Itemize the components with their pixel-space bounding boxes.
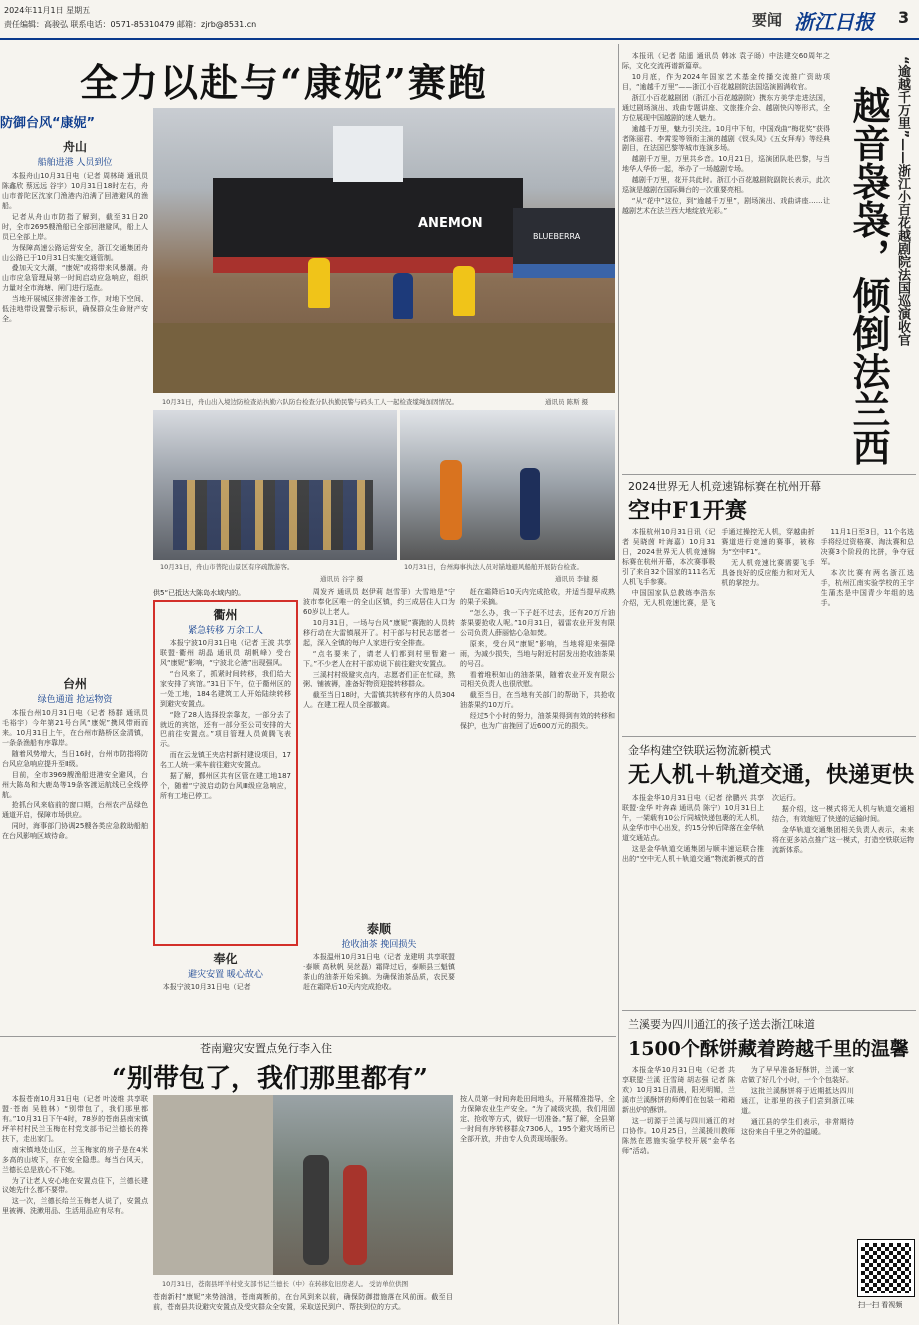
quzhou-p4: 据了解，鄞州区共有区管在建工地187个，随着“宁波启动防台风Ⅲ级应急响应，所有工地已停工。 (160, 772, 291, 801)
col3-p2: “怎么办，我一下子赶不过去，还有20万斤油茶果要抢收人呢。”10月31日，福雷农业开发有限公司负责人薛丽惦心急如焚。 (460, 608, 615, 637)
yueju-p1: 10月底，作为2024年国家艺术基金传播交流推广资助项目，“逾越千万里”——浙江小百花越剧院法国巡演圆满收官。 (622, 72, 830, 91)
lanxi-kicker: 兰溪要为四川通江的孩子送去浙江味道 (628, 1018, 815, 1031)
main-photo-credit: 通讯员 陈斯 摄 (545, 398, 589, 406)
yueju-p4: 越剧千万里，万里共乡音。10月21日，巡演团队赴巴黎，与当地华人华侨一起，举办了一场越剧专场。 (622, 155, 830, 174)
zhoushan-article (2, 134, 148, 664)
zhoushan-p2: 为保障高速公路运营安全，浙江交通集团舟山公路已于10月31日实施交通管制。 (2, 243, 148, 262)
quzhou-dateline: 本报宁波10月31日电（记者 王波 共享联盟·衢州 胡晶 通讯员 胡帆峰）受台风“康妮”影响，“宁波北仑港”出现强风。 (160, 639, 291, 667)
photo3-credit: 通讯员 李健 摄 (555, 575, 599, 583)
taizhou-p1: 随着风势增大，当日16时，台州市防指将防台风应急响应提升至Ⅱ级。 (2, 749, 148, 768)
worker-figure (308, 258, 330, 308)
col3-text (460, 588, 615, 1028)
quzhou-place: 衢州 (213, 608, 238, 622)
taizhou-p3: 抢抓台风来临前的窗口期，台州农产品绿色通道开启，保障市场供应。 (2, 801, 148, 820)
person-figure (343, 1165, 367, 1265)
divider-horizontal (622, 474, 916, 475)
lanxi-p1: 这一切源于兰溪与四川通江的对口协作。10月25日，兰溪援川教师陈然在恩施实验学校开展“金华名师”活动。 (622, 1116, 735, 1155)
taizhou-sub: 绿色通道 抢运物资 (37, 695, 113, 705)
taishun-place: 泰顺 (366, 922, 391, 936)
photo2-credit: 通讯员 谷宇 摄 (320, 575, 364, 583)
drone-p4: 本次比赛有两名浙江选手，杭州江南实验学校的王宇生蒲杰是中国青少年组的选手。 (820, 568, 914, 607)
fenghua-article (153, 950, 298, 1030)
fenghua-sub: 避灾安置 暖心故心 (188, 970, 263, 980)
ship-name-text: ANEMON (418, 216, 483, 231)
jinhua-kicker: 金华构建空铁联运物流新模式 (628, 744, 771, 757)
jinhua-p3: 金华轨道交通集团相关负责人表示，未来将在更多站点推广这一模式，打造空铁联运物流新体系。 (772, 825, 914, 854)
drone-p3: 11月1日至3日，11个名选手将经过资格赛、淘汰赛和总决赛3个阶段的比拼，争夺冠军。 (820, 528, 914, 566)
person-figure (303, 1155, 329, 1265)
divider-horizontal (0, 1036, 616, 1037)
jinhua-title: 无人机＋轨道交通，快递更快 (628, 762, 915, 788)
section-label: 要闻 (752, 11, 783, 29)
yueju-p6: “从“花中”这位，到“逾越千万里”，剧场演出、戏曲讲座……让越剧艺术在法兰西大地绽放光彩。” (622, 197, 830, 216)
zhoushan-p3: 叠加天文大潮，“康妮”或将带来风暴潮。舟山市应急管理局第一时间启动应急响应，组织力量对全市海塘、闸门进行巡查。 (2, 264, 148, 293)
jinhua-p2: 据介绍，这一模式将无人机与轨道交通相结合，有效缩短了快递的运输时间。 (772, 804, 914, 823)
col2-p1: 周发齐 通讯员 赵伊莉 赵雪菲）大雪地是“宁波市奉化区唯一的全山区镇，约三成居住人口为60岁以上老人。 (303, 588, 455, 616)
quzhou-p2: “除了28人选择投亲靠友，一部分去了就近的宾馆，还有一部分至公司安排的大巴前往安置点。”项目管理人员黄腾飞表示。 (160, 710, 291, 749)
cangnan-title: “别带包了，我们那里都有” (112, 1064, 428, 1094)
ship2 (513, 208, 615, 278)
drone-kicker: 2024世界无人机竞速锦标赛在杭州开幕 (628, 480, 821, 493)
yueju-p2: 浙江小百花越剧团（浙江小百花越剧院）携东方美学走进法国，通过剧场演出、戏曲专题讲座、文旅推介会、越剧快闪等形式，全方位展现中国越剧的迷人魅力。 (622, 93, 830, 122)
taizhou-place: 台州 (62, 677, 87, 691)
col3-p4: 看着堆积如山的油茶果，随着农业开发有限公司相关负责人也很欣慰。 (460, 670, 615, 689)
main-photo (153, 108, 615, 393)
cangnan-photo (153, 1095, 453, 1275)
main-photo-caption: 10月31日，舟山出入境边防检查站执勤六队防台检查分队执勤民警与码头工人一起检查缆绳加固情况。 (162, 398, 459, 406)
worker-figure (393, 273, 413, 319)
col3-p1: 赶在霜降后10天内完成抢收，并适当提早成熟的果子采摘。 (460, 588, 615, 606)
house-wall (153, 1095, 273, 1275)
jinhua-p1: 这是金华轨道交通集团与顺丰速运联合推出的“空中无人机＋轨道交通”物流新模式的首次运行。 (622, 794, 800, 863)
paper-logo: 浙江日报 (794, 10, 874, 34)
cangnan-photo-caption: 10月31日，苍南县坪羊村党支部书记兰德长（中）在转移危旧房老人。 受访单位供图 (162, 1280, 409, 1288)
masthead-date: 2024年11月1日 星期五 (4, 6, 91, 15)
jinhua-dateline: 本报金华10月31日电（记者 徐鹏兴 共享联盟·金华 叶奔森 通讯员 陈宁）10月31日上午，一架载有10公斤同城快递包裹的无人机，从金华市中心出发，约15分钟后降落在金华轨道交通站点。 (622, 794, 764, 842)
jinhua-article (622, 794, 914, 1004)
ship-bridge (333, 126, 403, 182)
divider-horizontal (622, 1010, 916, 1011)
col2-p5: 截至当日18时，大雷镇共转移有序的人员304人。在建工程人员全部撤离。 (303, 691, 455, 710)
col3-p6: 经过5个小时的努力，油茶果得到有效的转移和保护，也为广亩挽回了近600万元的损失。 (460, 712, 615, 731)
cangnan-p3: 这一次，兰德长给兰玉梅老人说了，安置点里被褥、洗漱用品、生活用品应有尽有。 (2, 1197, 148, 1216)
drone-p2: 无人机竞速比赛需要飞手具备良好的反应能力和对无人机的掌控力。 (721, 558, 815, 587)
zhoushan-dateline: 本报舟山10月31日电（记者 周林琦 通讯员 陈鑫欣 蔡远远 谷宇）10月31日18时左右，舟山市普陀区沈家门渔港内泊满了回港避风的渔船。 (2, 172, 148, 210)
photo3-caption: 10月31日，台州海事执法人员对锚地避风船舶开展防台检查。 (404, 563, 584, 571)
drone-title: 空中F1开赛 (628, 498, 747, 524)
ship2-name-text: BLUEBERRA (533, 232, 581, 241)
dock-surface (153, 323, 615, 393)
quzhou-sub: 紧急转移 万余工人 (188, 626, 263, 636)
cangnan-col3: 按人员第一时间奔赴田间地头，开展精准指导，全力保障农业生产安全。“为了减级灾损，我们用固定、抢收等方式，做好一切准备。”据了解，全县第一时间有序转移群众7306人，195个避灾场所已全部开放，并由专人负责现场服务。 (460, 1095, 615, 1143)
cangnan-p2: 为了让老人安心地在安置点住下，兰德长建议她先什么都不要带。 (2, 1176, 148, 1195)
cangnan-dateline: 本报苍南10月31日电（记者 叶凌维 共享联盟·苍南 吴胜林）“别带包了，我们那里都有。”10月31日下午4时，78岁的苍南县南宋镇坪羊村村民兰玉梅在村党支部书记兰德长的搀扶下，走出家门。 (2, 1095, 148, 1143)
cangnan-p1: 南宋镇地处山区，兰玉梅家的房子是在4米多高的山坡下，存在安全隐患。每当台风天，兰德长总是放心不下她。 (2, 1145, 148, 1174)
zhoushan-p4: 当地开展城区排涝准备工作，对地下空间、低洼地带设置警示标识，确保群众生命财产安全。 (2, 295, 148, 324)
drone-article (622, 528, 914, 728)
quzhou-p3: 而在云龙镇王夹店村新村建设项目，17名工人统一乘车前往避灾安置点。 (160, 751, 291, 770)
cangnan-col2: 苍南新村“康妮”来势汹汹，苍南离断前，在台风到来以前，确保防御措施落在风前面。截至目前，苍南县共设避灾安置点及受灾群众全安置，采取送民到户、帮扶到位的方式。 (153, 1293, 453, 1311)
divider-vertical (618, 44, 619, 1324)
lanxi-article (622, 1066, 854, 1321)
officer-figure (440, 460, 462, 540)
divider-horizontal (622, 736, 916, 737)
lead-subtitle: 防御台风“康妮” (0, 116, 96, 131)
col3-p5: 截至当日，在当地有关部门的帮助下，共抢收油茶果约10万斤。 (460, 691, 615, 710)
zhoushan-p1: 记者从舟山市防指了解到，截至31日20时，全市2695艘渔船已全部回港避风，船上人员已全部上岸。 (2, 212, 148, 241)
yueju-article (622, 52, 830, 472)
lead-title: 全力以赴与“康妮”赛跑 (80, 60, 488, 105)
zhoushan-place: 舟山 (62, 140, 87, 154)
masthead-editors: 责任编辑：高骏弘 联系电话：0571-85310479 邮箱：zjrb@8531.cn (4, 20, 257, 29)
quzhou-lead-in: 供5“已抵达大陈岛水域内的。 (153, 589, 246, 597)
qr-caption: 扫一扫 看视频 (858, 1301, 903, 1309)
photo2-caption: 10月31日，舟山市普陀山景区有序疏散游客。 (160, 563, 294, 571)
photo-taizhou (400, 410, 615, 560)
yueju-dateline: 本报讯（记者 陆遥 通讯员 韩冰 袁子旸）中法建交60周年之际，文化交流再谱新篇章。 (622, 52, 830, 70)
page-number: 3 (898, 8, 910, 27)
lanxi-p2: 为了早早准备好酥饼，兰溪一家店做了好几个小时，一个个包装好。 (741, 1066, 854, 1084)
lanxi-p3: 这批兰溪酥饼将于近期抵达四川通江，让那里的孩子们尝到浙江味道。 (741, 1086, 854, 1115)
quzhou-p1: “台风来了，抓紧时间转移，我们给大家安排了宾馆。”31日下午，位于衢州区的一处工地，184名建筑工人开始陆续转移到避灾安置点。 (160, 669, 291, 708)
yueju-p3: 逾越千万里，魅力引关注。10月中下旬，中国戏曲“梅花奖”获得者陈丽君、李霄雯等领衔主演的越剧《钗头凤》《五女拜寿》等经典剧目，在法国巴黎等城市连演多场。 (622, 124, 830, 153)
cangnan-col1 (2, 1095, 148, 1323)
drone-p1: 中国国家队总教练李浩东介绍，无人机竞速比赛，是飞手通过操控无人机，穿越曲折赛道进行竞速的赛事，被称为“空中F1”。 (622, 528, 815, 607)
taishun-article (303, 920, 455, 1030)
photo-putuo (153, 410, 397, 560)
officer-figure (520, 468, 540, 540)
yueju-p5: 越剧千万里，花开共此时。浙江小百花越剧院副院长表示，此次巡演是越剧在国际舞台的一次重要亮相。 (622, 176, 830, 195)
worker-figure (453, 266, 475, 316)
col3-p3: 原来，受台风“康妮”影响，当地将迎来强降雨，为减少损失，当地与附近村居发出抢收油茶果的号召。 (460, 639, 615, 668)
yueju-kicker-vertical: “逾越千万里”——浙江小百花越剧院法国巡演收官 (895, 56, 910, 347)
drone-dateline: 本报杭州10月31日讯（记者 吴晓茵 叶海嘉）10月31日，2024世界无人机竞速锦标赛在杭州开幕，本次赛事吸引了来自32个国家的111名无人机飞手参赛。 (622, 528, 716, 586)
quzhou-box (153, 600, 298, 946)
col2-p4: 三溪村村级避灾点内，志愿者们正在忙碌，熬粥、铺被褥，准备好物资迎接转移群众。 (303, 670, 455, 689)
taizhou-p4: 同时，海事部门协调25艘各类应急救助船舶在台风影响区域待命。 (2, 822, 148, 841)
taizhou-article (2, 675, 148, 1035)
cangnan-kicker: 苍南避灾安置点免行李入住 (200, 1042, 332, 1055)
fenghua-place: 奉化 (213, 952, 238, 966)
masthead (0, 0, 919, 40)
zhoushan-sub: 船舶进港 人员到位 (37, 158, 113, 168)
lanxi-title: 1500个酥饼藏着跨越千里的温馨 (628, 1038, 909, 1060)
yueju-title-vertical: 越音袅袅，倾倒法兰西 (846, 86, 891, 466)
taizhou-p2: 目前，全市3969艘渔船进港安全避风，台州大陈岛和大鹿岛等19条客渡运航线已全线停航。 (2, 770, 148, 799)
qr-code[interactable] (858, 1240, 914, 1296)
people-row (173, 480, 373, 550)
taishun-dateline: 本报温州10月31日电（记者 龙建明 共享联盟·泰顺 高秋帆 吴丝磊）霜降过后，泰顺县三魁镇茶山的油茶开始采摘。为确保油茶品质，农民要赶在霜降后10天内完成抢收。 (303, 953, 455, 991)
col2-p3: “点名要来了，请老人们都到村里暂避一下。”不少老人在村干部劝说下前往避灾安置点。 (303, 649, 455, 668)
col2-p2: 10月31日，一场与台风“康妮”赛跑的人员转移行动在大雷镇展开了。村干部与村民志愿者一起，深入全镇的每户人家进行安全排查。 (303, 618, 455, 647)
taizhou-dateline: 本报台州10月31日电（记者 杨群 通讯员 毛裕宇）今年第21号台风“康妮”携风带雨而来。10月31日上午，在台州市路桥区金清镇，一条条渔船有序靠岸。 (2, 709, 148, 747)
lanxi-p4: 通江县的学生们表示，非常期待这份来自千里之外的温暖。 (741, 1117, 854, 1136)
taishun-sub: 抢收油茶 挽回损失 (341, 940, 417, 950)
col2-text (303, 588, 455, 918)
fenghua-dateline: 本报宁波10月31日电（记者 (162, 983, 251, 991)
lanxi-dateline: 本报金华10月31日电（记者 共享联盟·兰溪 汪雪琦 胡志强 记者 陈欢）10月31日清晨，阳光明媚，兰溪市兰溪酥饼的师傅们在包装一箱箱新出炉的酥饼。 (622, 1066, 735, 1114)
